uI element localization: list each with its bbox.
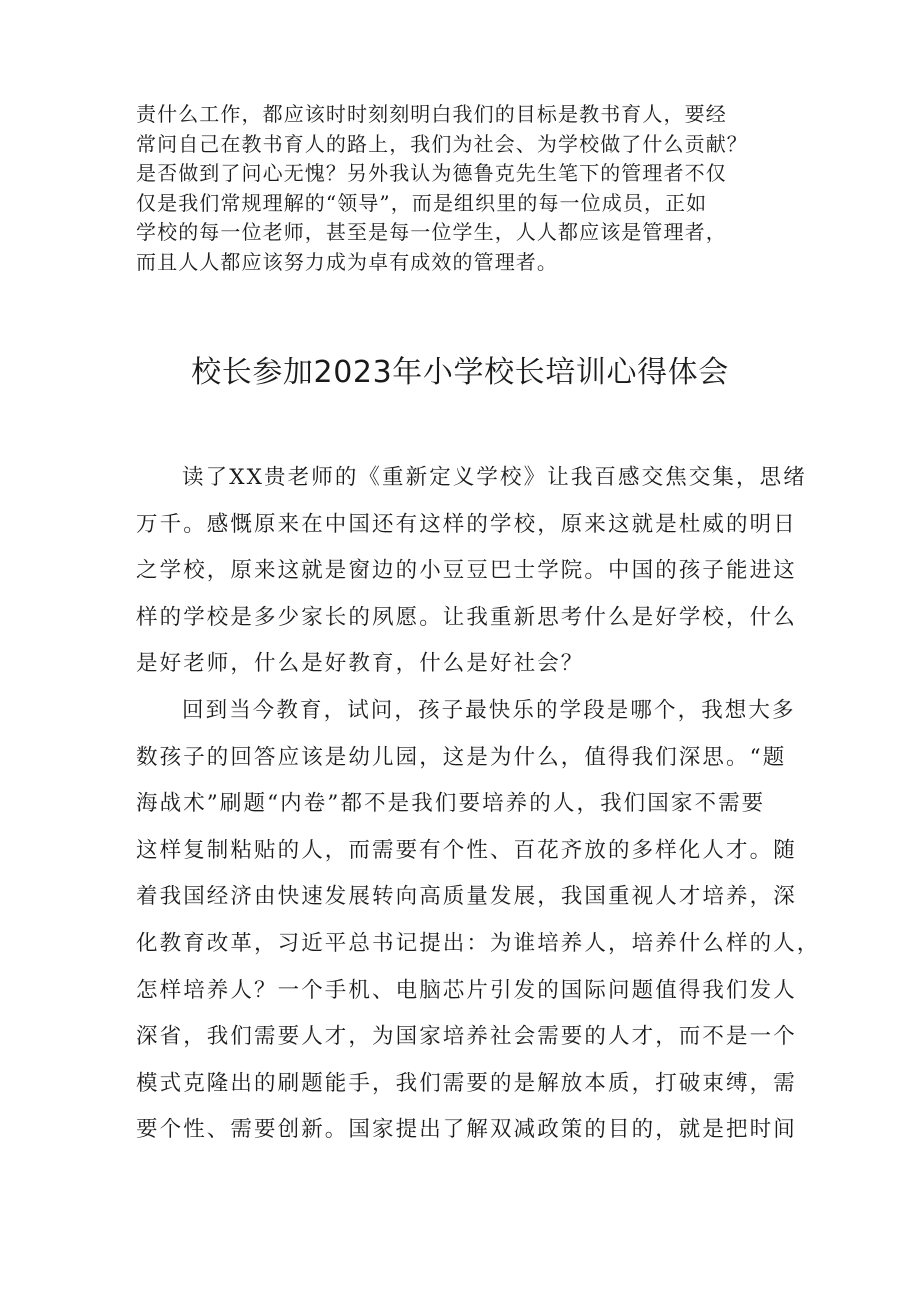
text-line: 学校的每一位老师，甚至是每一位学生，人人都应该是管理者， <box>136 220 727 244</box>
text-line: 化教育改革，习近平总书记提出：为谁培养人，培养什么样的人， <box>136 930 821 956</box>
paragraph-first-line: 读了XX贵老师的《重新定义学校》让我百感交焦交集，思绪 <box>182 465 807 490</box>
text-line: 数孩子的回答应该是幼儿园，这是为什么，值得我们深思。“题 <box>136 744 787 770</box>
text-line: 海战术”刷题“内卷”都不是我们要培养的人，我们国家不需要 <box>136 791 766 817</box>
previous-section-text <box>136 100 816 277</box>
paragraph-first-line: 回到当今教育，试问，孩子最快乐的学段是哪个，我想大多 <box>182 697 796 723</box>
text-line: 模式克隆出的刷题能手，我们需要的是解放本质，打破束缚，需 <box>136 1070 797 1096</box>
text-line: 而且人人都应该努力成为卓有成效的管理者。 <box>136 249 558 274</box>
text-line: 万千。感慨原来在中国还有这样的学校，原来这就是杜威的明日 <box>136 511 797 537</box>
article-title: 校长参加2023年小学校长培训心得体会 <box>191 355 729 390</box>
text-line: 仅是我们常规理解的“领导”，而是组织里的每一位成员，正如 <box>136 190 708 215</box>
text-line: 责什么工作，都应该时时刻刻明白我们的目标是教书育人，要经 <box>136 102 727 126</box>
text-line: 是好老师，什么是好教育，什么是好社会？ <box>136 651 585 677</box>
text-line: 怎样培养人？一个手机、电脑芯片引发的国际问题值得我们发人 <box>136 977 797 1003</box>
text-line: 这样复制粘贴的人，而需要有个性、百花齐放的多样化人才。随 <box>136 837 797 863</box>
text-line: 样的学校是多少家长的夙愿。让我重新思考什么是好学校，什么 <box>136 604 797 630</box>
text-line: 是否做到了问心无愧？另外我认为德鲁克先生笔下的管理者不仅 <box>136 161 727 185</box>
text-line: 之学校，原来这就是窗边的小豆豆巴士学院。中国的孩子能进这 <box>136 558 797 584</box>
text-line: 深省，我们需要人才，为国家培养社会需要的人才，而不是一个 <box>136 1024 797 1050</box>
text-line: 着我国经济由快速发展转向高质量发展，我国重视人才培养，深 <box>136 884 797 910</box>
text-line: 要个性、需要创新。国家提出了解双减政策的目的，就是把时间 <box>136 1117 797 1143</box>
text-line: 常问自己在教书育人的路上，我们为社会、为学校做了什么贡献？ <box>136 131 748 156</box>
article-body <box>136 455 821 1154</box>
